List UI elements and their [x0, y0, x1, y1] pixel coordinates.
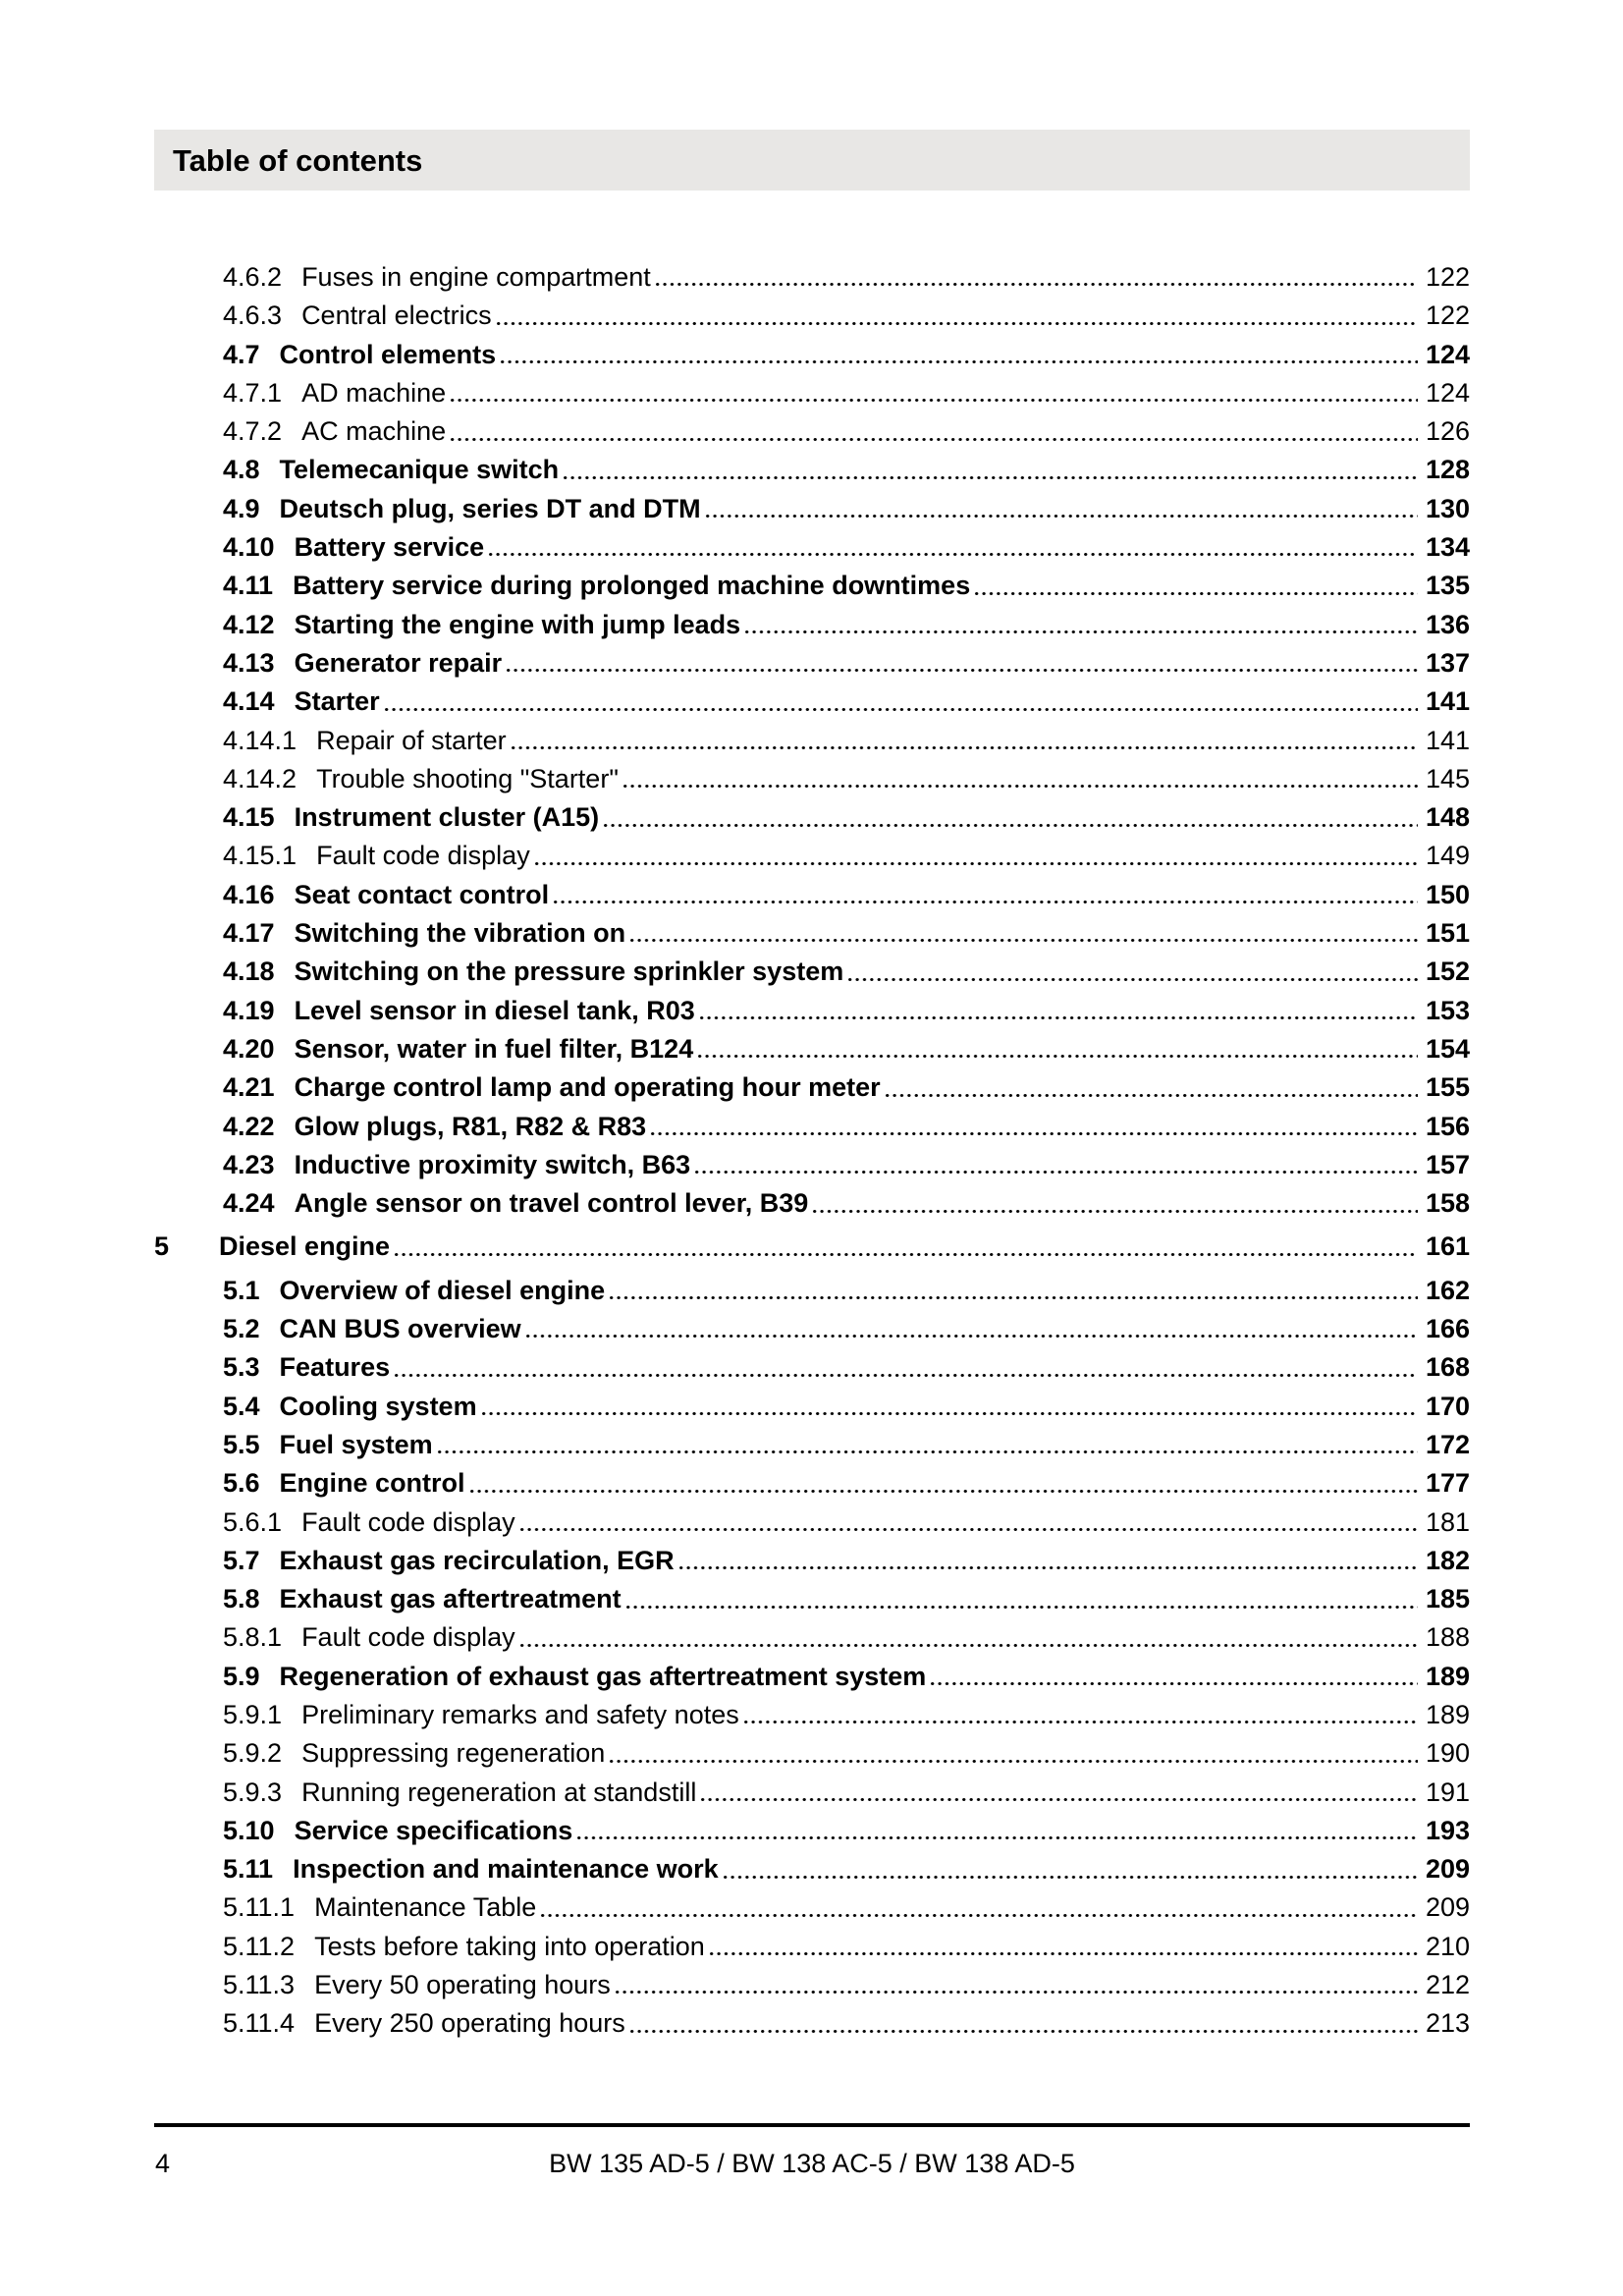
- toc-entry-page: 177: [1425, 1468, 1470, 1499]
- page-header-bar: [154, 130, 1470, 191]
- dot-leader-icon: [487, 528, 1418, 567]
- toc-entry-page: 162: [1425, 1275, 1470, 1305]
- toc-entry-page: 209: [1425, 1854, 1470, 1885]
- dot-leader-icon: [602, 798, 1418, 837]
- toc-entry-title: Central electrics: [301, 301, 492, 331]
- toc-entry-page: 130: [1425, 493, 1470, 523]
- toc-entry-number: 5: [154, 1231, 170, 1262]
- toc-entry-page: 189: [1425, 1699, 1470, 1729]
- toc-entry-number: 4.16: [223, 879, 275, 909]
- toc-entry-number: 4.23: [223, 1149, 275, 1179]
- dot-leader-icon: [449, 374, 1418, 412]
- toc-entry-page: 182: [1425, 1545, 1470, 1575]
- toc-entry: [223, 1503, 1470, 1542]
- dot-leader-icon: [693, 1146, 1418, 1184]
- dot-leader-icon: [929, 1658, 1418, 1696]
- page-footer: [154, 2143, 1470, 2184]
- toc-entry-number: 5.9.1: [223, 1699, 283, 1729]
- toc-entry-number: 4.6.2: [223, 262, 283, 292]
- toc-entry-page: 181: [1425, 1506, 1470, 1537]
- toc-entry: [223, 1348, 1470, 1387]
- dot-leader-icon: [649, 1108, 1418, 1146]
- toc-entry-title: Repair of starter: [316, 725, 507, 755]
- toc-entry-page: 124: [1425, 339, 1470, 369]
- toc-entry-number: 5.10: [223, 1815, 275, 1845]
- dot-leader-icon: [495, 297, 1418, 335]
- toc-entry: [223, 1966, 1470, 2004]
- toc-entry-page: 190: [1425, 1738, 1470, 1769]
- dot-leader-icon: [628, 2004, 1418, 2043]
- toc-entry: [223, 1184, 1470, 1223]
- toc-entry-title: Fault code display: [301, 1622, 515, 1653]
- toc-entry-page: 210: [1425, 1931, 1470, 1961]
- toc-entry: [223, 297, 1470, 335]
- toc-entry: [223, 2004, 1470, 2043]
- toc-entry-title: Features: [279, 1352, 391, 1383]
- toc-entry-title: Battery service: [294, 532, 485, 563]
- toc-entry: [223, 1812, 1470, 1850]
- toc-entry: [223, 451, 1470, 489]
- toc-entry: [223, 258, 1470, 297]
- dot-leader-icon: [622, 760, 1418, 798]
- toc-entry-page: 157: [1425, 1149, 1470, 1179]
- toc-entry-title: CAN BUS overview: [279, 1314, 521, 1344]
- dot-leader-icon: [575, 1812, 1418, 1850]
- dot-leader-icon: [811, 1184, 1418, 1223]
- toc-entry-number: 4.6.3: [223, 301, 283, 331]
- toc-entry-page: 213: [1425, 2008, 1470, 2039]
- toc-entry: [223, 412, 1470, 451]
- toc-entry: [223, 606, 1470, 644]
- dot-leader-icon: [524, 1310, 1418, 1348]
- dot-leader-icon: [383, 683, 1418, 721]
- toc-entry-page: 124: [1425, 377, 1470, 408]
- toc-entry-number: 5.8.1: [223, 1622, 283, 1653]
- dot-leader-icon: [708, 1928, 1418, 1966]
- dot-leader-icon: [436, 1426, 1418, 1464]
- toc-entry-number: 4.19: [223, 995, 275, 1025]
- toc-entry-title: Fuses in engine compartment: [301, 262, 651, 292]
- toc-entry-title: Sensor, water in fuel filter, B124: [294, 1033, 694, 1064]
- toc-entry: [223, 644, 1470, 683]
- toc-entry: [223, 1310, 1470, 1348]
- dot-leader-icon: [677, 1542, 1418, 1580]
- toc-entry-number: 4.14: [223, 686, 275, 717]
- toc-entry: [223, 1928, 1470, 1966]
- toc-entry-page: 185: [1425, 1584, 1470, 1614]
- dot-leader-icon: [552, 876, 1418, 914]
- dot-leader-icon: [480, 1388, 1418, 1426]
- toc-entry-title: Level sensor in diesel tank, R03: [294, 995, 695, 1025]
- toc-entry-title: Charge control lamp and operating hour meter: [294, 1072, 881, 1103]
- toc-entry: [223, 1580, 1470, 1618]
- dot-leader-icon: [468, 1464, 1418, 1503]
- toc-entry-page: 137: [1425, 647, 1470, 678]
- toc-entry-page: 148: [1425, 802, 1470, 833]
- toc-entry-number: 5.9: [223, 1661, 260, 1691]
- toc-entry-number: 5.2: [223, 1314, 260, 1344]
- dot-leader-icon: [539, 1888, 1418, 1927]
- dot-leader-icon: [624, 1580, 1418, 1618]
- toc-entry-title: Exhaust gas recirculation, EGR: [279, 1545, 675, 1575]
- page-title: Table of contents: [173, 142, 423, 178]
- toc-entry: [223, 1068, 1470, 1107]
- toc-entry-number: 5.5: [223, 1429, 260, 1459]
- toc-entry-number: 4.14.1: [223, 725, 298, 755]
- toc-entry: [223, 1696, 1470, 1734]
- toc-entry-number: 4.11: [223, 571, 274, 601]
- toc-entry: [223, 798, 1470, 837]
- toc-entry: [223, 1618, 1470, 1657]
- toc-entry-page: 145: [1425, 763, 1470, 793]
- toc-entry-number: 4.17: [223, 918, 275, 949]
- toc-entry-page: 161: [1425, 1231, 1470, 1262]
- toc-entry-title: Fuel system: [279, 1429, 433, 1459]
- toc-entry-page: 209: [1425, 1892, 1470, 1923]
- dot-leader-icon: [608, 1272, 1418, 1310]
- dot-leader-icon: [699, 1774, 1418, 1812]
- toc-entry-number: 4.7.1: [223, 377, 283, 408]
- toc-entry: [223, 683, 1470, 721]
- toc-entry-number: 4.12: [223, 609, 275, 639]
- toc-entry: [223, 1030, 1470, 1068]
- toc-entry-number: 5.11.3: [223, 1970, 296, 2000]
- dot-leader-icon: [973, 567, 1418, 605]
- toc-entry-title: Engine control: [279, 1468, 465, 1499]
- toc-entry-page: 212: [1425, 1970, 1470, 2000]
- toc-entry-title: Telemecanique switch: [279, 455, 560, 485]
- toc-entry-page: 135: [1425, 571, 1470, 601]
- toc-entry-page: 156: [1425, 1111, 1470, 1141]
- toc-entry: [223, 1272, 1470, 1310]
- toc-entry-title: Deutsch plug, series DT and DTM: [279, 493, 701, 523]
- toc-entry: [223, 992, 1470, 1030]
- toc-entry: [223, 1850, 1470, 1888]
- toc-entry-number: 5.4: [223, 1391, 260, 1421]
- toc-entry-number: 5.9.2: [223, 1738, 283, 1769]
- dot-leader-icon: [698, 992, 1418, 1030]
- toc-entry-page: 188: [1425, 1622, 1470, 1653]
- toc-entry-title: Seat contact control: [294, 879, 550, 909]
- dot-leader-icon: [393, 1228, 1418, 1266]
- toc-entry-title: Fault code display: [301, 1506, 515, 1537]
- toc-entry-title: Preliminary remarks and safety notes: [301, 1699, 739, 1729]
- toc-entry: [223, 1734, 1470, 1773]
- toc-entry-page: 191: [1425, 1777, 1470, 1807]
- dot-leader-icon: [704, 490, 1418, 528]
- toc-entry-number: 4.10: [223, 532, 275, 563]
- toc-entry-page: 141: [1425, 725, 1470, 755]
- toc-entry-number: 5.3: [223, 1352, 260, 1383]
- toc-entry-title: Battery service during prolonged machine downtimes: [293, 571, 971, 601]
- toc-entry-page: 193: [1425, 1815, 1470, 1845]
- toc-entry-page: 172: [1425, 1429, 1470, 1459]
- toc-entry-number: 4.14.2: [223, 763, 298, 793]
- toc-entry-title: AD machine: [301, 377, 447, 408]
- toc-entry-page: 153: [1425, 995, 1470, 1025]
- dot-leader-icon: [449, 412, 1418, 451]
- toc-entry-page: 189: [1425, 1661, 1470, 1691]
- toc-entry-number: 4.15.1: [223, 841, 298, 871]
- dot-leader-icon: [846, 953, 1418, 991]
- toc-entry-number: 4.7: [223, 339, 260, 369]
- toc-entry-page: 126: [1425, 416, 1470, 447]
- dot-leader-icon: [562, 451, 1418, 489]
- toc-entry-page: 136: [1425, 609, 1470, 639]
- toc-entry: [223, 914, 1470, 953]
- toc-entry-number: 5.9.3: [223, 1777, 283, 1807]
- toc-entry-title: Switching the vibration on: [294, 918, 626, 949]
- toc-entry: [154, 1228, 1470, 1266]
- toc-entry-title: Every 250 operating hours: [314, 2008, 625, 2039]
- toc-entry-title: Maintenance Table: [314, 1892, 537, 1923]
- dot-leader-icon: [742, 1696, 1418, 1734]
- toc-entry: [223, 528, 1470, 567]
- dot-leader-icon: [518, 1503, 1418, 1542]
- toc-entry-page: 158: [1425, 1188, 1470, 1219]
- toc-entry-number: 4.22: [223, 1111, 275, 1141]
- toc-entry-number: 5.8: [223, 1584, 260, 1614]
- toc-entry-number: 4.13: [223, 647, 275, 678]
- toc-entry-number: 4.20: [223, 1033, 275, 1064]
- toc-entry-title: Tests before taking into operation: [314, 1931, 705, 1961]
- toc-entry: [223, 1658, 1470, 1696]
- toc-entry-title: Instrument cluster (A15): [294, 802, 600, 833]
- toc-entry-page: 155: [1425, 1072, 1470, 1103]
- toc-entry-page: 170: [1425, 1391, 1470, 1421]
- toc-entry-number: 4.21: [223, 1072, 275, 1103]
- toc-entry-title: Starter: [294, 686, 380, 717]
- toc-entry-page: 152: [1425, 957, 1470, 987]
- toc-entry: [223, 490, 1470, 528]
- toc-entry-number: 4.18: [223, 957, 275, 987]
- toc-entry-title: AC machine: [301, 416, 447, 447]
- toc-entry-title: Angle sensor on travel control lever, B39: [294, 1188, 809, 1219]
- toc-entry-number: 4.7.2: [223, 416, 283, 447]
- toc-entry: [223, 1542, 1470, 1580]
- toc-entry-number: 4.24: [223, 1188, 275, 1219]
- toc-entry-title: Fault code display: [316, 841, 530, 871]
- footer-document-title: BW 135 AD-5 / BW 138 AC-5 / BW 138 AD-5: [549, 2149, 1075, 2178]
- toc-entry-number: 5.7: [223, 1545, 260, 1575]
- toc-entry-title: Generator repair: [294, 647, 503, 678]
- dot-leader-icon: [499, 336, 1418, 374]
- toc-entry-page: 149: [1425, 841, 1470, 871]
- toc-entry-number: 5.11.2: [223, 1931, 296, 1961]
- dot-leader-icon: [518, 1618, 1418, 1657]
- toc-entry-title: Every 50 operating hours: [314, 1970, 611, 2000]
- toc-entry-number: 5.1: [223, 1275, 260, 1305]
- toc-entry-title: Running regeneration at standstill: [301, 1777, 697, 1807]
- toc-entry-number: 5.6.1: [223, 1506, 283, 1537]
- toc-entry-title: Exhaust gas aftertreatment: [279, 1584, 622, 1614]
- toc-entry: [223, 953, 1470, 991]
- dot-leader-icon: [722, 1850, 1418, 1888]
- toc-entry-page: 166: [1425, 1314, 1470, 1344]
- toc-entry-title: Inductive proximity switch, B63: [294, 1149, 691, 1179]
- dot-leader-icon: [654, 258, 1418, 297]
- toc-entry-title: Switching on the pressure sprinkler system: [294, 957, 844, 987]
- toc-entry-title: Control elements: [279, 339, 497, 369]
- toc-entry-page: 122: [1425, 301, 1470, 331]
- dot-leader-icon: [533, 837, 1418, 875]
- dot-leader-icon: [510, 722, 1418, 760]
- toc-entry-number: 4.8: [223, 455, 260, 485]
- toc-entry: [223, 1108, 1470, 1146]
- toc-entry: [223, 876, 1470, 914]
- dot-leader-icon: [393, 1348, 1418, 1387]
- dot-leader-icon: [884, 1068, 1418, 1107]
- toc-entry-title: Service specifications: [294, 1815, 573, 1845]
- toc-entry-title: Inspection and maintenance work: [293, 1854, 719, 1885]
- toc-entry-title: Trouble shooting "Starter": [316, 763, 619, 793]
- toc-entry: [223, 1146, 1470, 1184]
- dot-leader-icon: [696, 1030, 1418, 1068]
- toc-entry-title: Overview of diesel engine: [279, 1275, 606, 1305]
- toc-entry-title: Cooling system: [279, 1391, 477, 1421]
- toc-entry: [223, 722, 1470, 760]
- dot-leader-icon: [743, 606, 1418, 644]
- toc-entry-title: Diesel engine: [219, 1231, 391, 1262]
- toc-entry-page: 168: [1425, 1352, 1470, 1383]
- toc-entry-number: 5.11: [223, 1854, 274, 1885]
- dot-leader-icon: [608, 1734, 1418, 1773]
- toc-entry: [223, 1388, 1470, 1426]
- dot-leader-icon: [628, 914, 1418, 953]
- toc-entry-number: 4.15: [223, 802, 275, 833]
- footer-page-number: 4: [155, 2149, 171, 2178]
- toc-entry-number: 5.6: [223, 1468, 260, 1499]
- toc-entry: [223, 1464, 1470, 1503]
- toc-entry-page: 151: [1425, 918, 1470, 949]
- toc-entry-title: Glow plugs, R81, R82 & R83: [294, 1111, 647, 1141]
- toc-entry: [223, 1888, 1470, 1927]
- toc-entry-number: 5.11.4: [223, 2008, 296, 2039]
- toc-entry-page: 150: [1425, 879, 1470, 909]
- toc-entry: [223, 1774, 1470, 1812]
- dot-leader-icon: [505, 644, 1418, 683]
- toc-entry-title: Suppressing regeneration: [301, 1738, 606, 1769]
- toc-entry-number: 5.11.1: [223, 1892, 296, 1923]
- toc-entry-title: Starting the engine with jump leads: [294, 609, 741, 639]
- toc-entry-page: 122: [1425, 262, 1470, 292]
- footer-divider: [154, 2123, 1470, 2127]
- toc-entry: [223, 336, 1470, 374]
- toc-entry-number: 4.9: [223, 493, 260, 523]
- toc-entry: [223, 837, 1470, 875]
- toc-entry: [223, 567, 1470, 605]
- toc-entry: [223, 760, 1470, 798]
- toc-entry-page: 154: [1425, 1033, 1470, 1064]
- toc-entry-page: 141: [1425, 686, 1470, 717]
- toc-entry-page: 128: [1425, 455, 1470, 485]
- toc-entry: [223, 374, 1470, 412]
- table-of-contents: [154, 258, 1470, 2044]
- toc-entry-title: Regeneration of exhaust gas aftertreatment system: [279, 1661, 927, 1691]
- toc-entry-page: 134: [1425, 532, 1470, 563]
- dot-leader-icon: [614, 1966, 1418, 2004]
- toc-entry: [223, 1426, 1470, 1464]
